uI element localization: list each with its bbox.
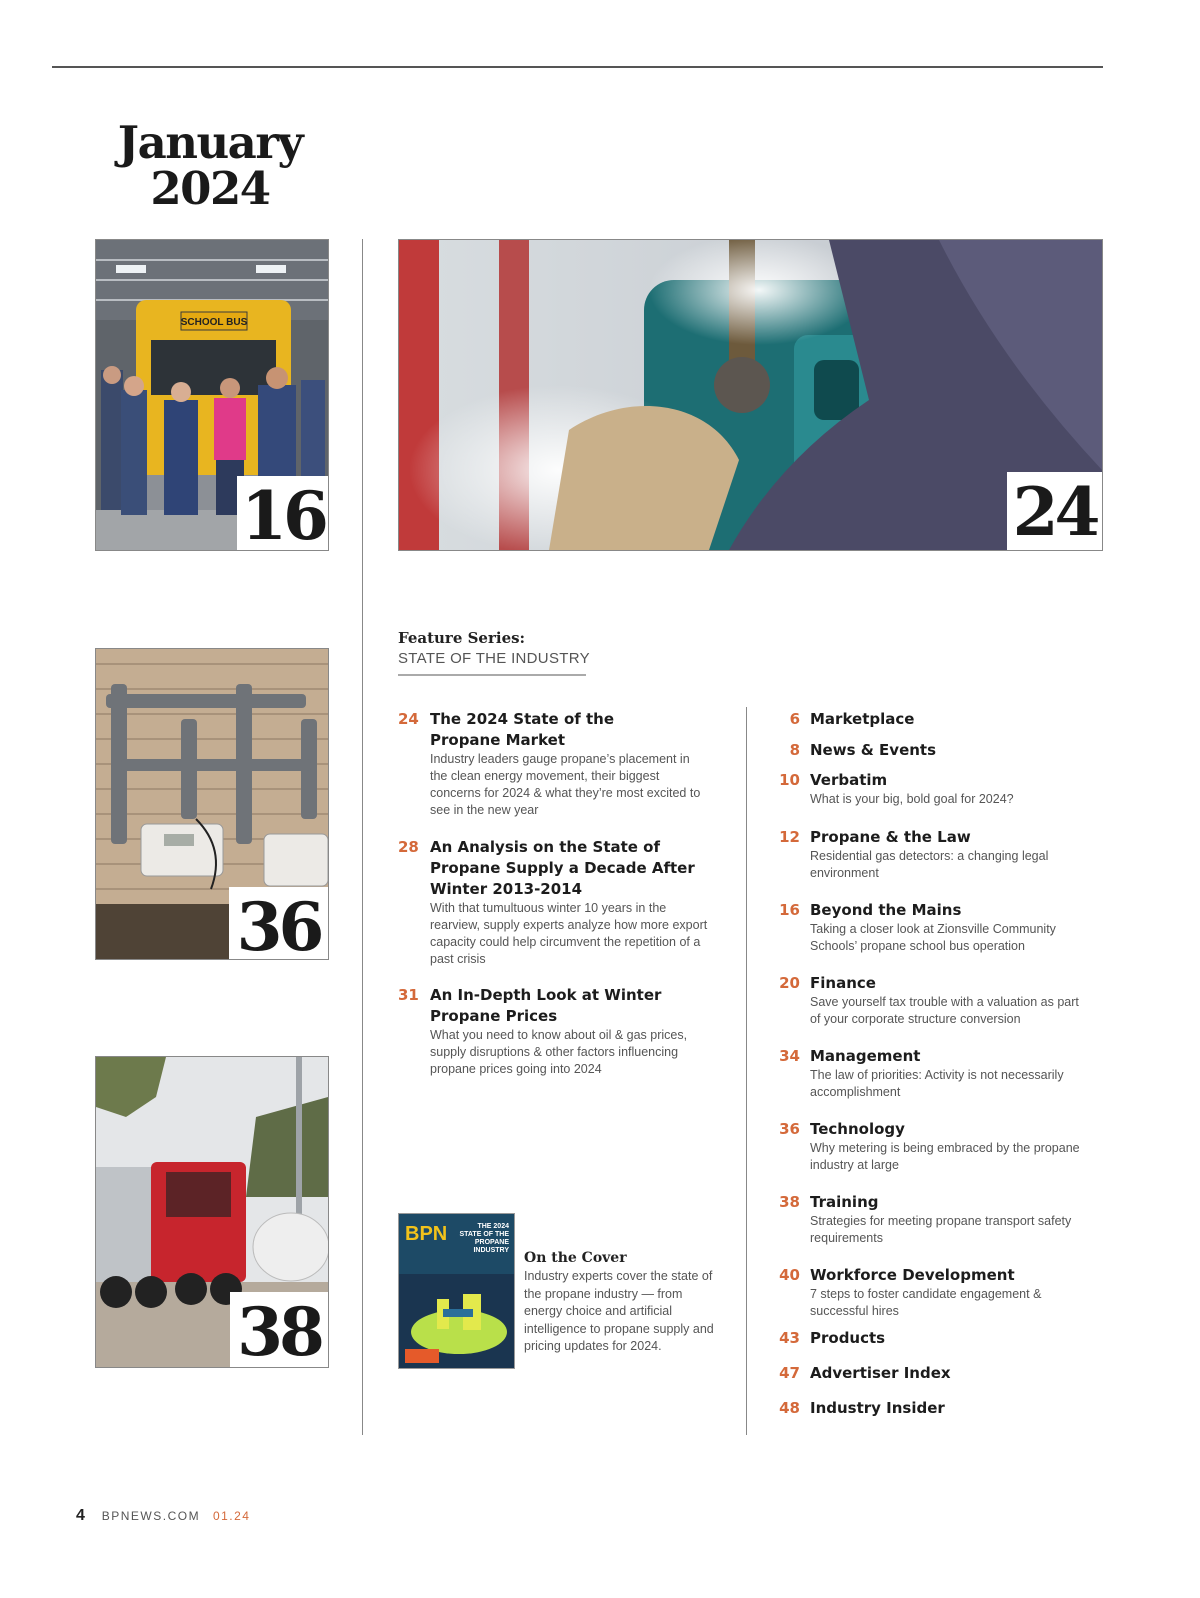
department-entry-finance[interactable] <box>778 973 1088 1028</box>
department-entry-industry-insider[interactable] <box>778 1398 1088 1419</box>
department-description: Save yourself tax trouble with a valuation as part of your corporate structure conversion <box>810 995 1079 1026</box>
feature-title-line: Propane Market <box>430 731 565 749</box>
photo-meters[interactable] <box>95 648 329 960</box>
department-page-number: 40 <box>779 1266 800 1284</box>
department-title: Workforce Development <box>810 1266 1015 1284</box>
department-entry-training[interactable] <box>778 1192 1088 1247</box>
department-title: Finance <box>810 974 876 992</box>
footer-site[interactable]: BPNEWS.COM <box>101 1509 201 1523</box>
department-title: Products <box>810 1329 886 1347</box>
cylinder-image <box>399 240 1102 550</box>
cover-headline-line: PROPANE <box>474 1239 509 1246</box>
department-description: Why metering is being embraced by the propane industry at large <box>810 1141 1080 1172</box>
left-column-divider <box>362 239 363 1435</box>
department-entry-marketplace[interactable] <box>778 709 1088 730</box>
department-page-number: 10 <box>779 771 800 789</box>
department-entry-news-events[interactable] <box>778 740 1088 761</box>
footer-page-number: 4 <box>76 1507 85 1524</box>
page-badge-16: 16 <box>237 476 329 551</box>
photo-school-bus[interactable] <box>95 239 329 551</box>
feature-title-line: The 2024 State of the <box>430 710 615 728</box>
cover-thumbnail[interactable] <box>398 1213 515 1369</box>
feature-title <box>430 985 708 1027</box>
feature-page-number: 31 <box>398 986 419 1004</box>
feature-page-number: 28 <box>398 838 419 856</box>
department-entry-workforce[interactable] <box>778 1265 1088 1320</box>
feature-entry-24[interactable] <box>398 709 708 819</box>
department-title: Marketplace <box>810 710 915 728</box>
feature-entry-28[interactable] <box>398 837 708 968</box>
department-entry-advertiser-index[interactable] <box>778 1363 1088 1384</box>
feature-title <box>430 837 708 900</box>
issue-year: 2024 <box>150 162 270 215</box>
page-badge-36: 36 <box>229 887 328 959</box>
department-page-number: 43 <box>779 1329 800 1347</box>
feature-description: With that tumultuous winter 10 years in the rearview, supply experts analyze how more export capacity could help circumvent the repetition of a past crisis <box>430 901 708 966</box>
department-description: Strategies for meeting propane transport safety requirements <box>810 1214 1072 1245</box>
department-entry-beyond-mains[interactable] <box>778 900 1088 955</box>
cover-logo: BPN <box>405 1223 448 1245</box>
department-page-number: 12 <box>779 828 800 846</box>
feature-title-line: Winter 2013-2014 <box>430 880 583 898</box>
bus-sign: SCHOOL BUS <box>180 317 248 328</box>
feature-description: What you need to know about oil & gas prices, supply disruptions & other factors influencing propane prices going into 2024 <box>430 1028 688 1076</box>
on-the-cover-description: Industry experts cover the state of the propane industry — from energy choice and artificial intelligence to propane supply and pricing updates for 2024. <box>524 1269 714 1353</box>
feature-entry-31[interactable] <box>398 985 708 1078</box>
department-page-number: 34 <box>779 1047 800 1065</box>
department-title: Beyond the Mains <box>810 901 962 919</box>
department-title: Advertiser Index <box>810 1364 951 1382</box>
department-title: Verbatim <box>810 771 888 789</box>
on-the-cover-heading: On the Cover <box>524 1250 627 1266</box>
page-badge-38: 38 <box>230 1292 328 1367</box>
department-entry-products[interactable] <box>778 1328 1088 1349</box>
photo-propane-truck[interactable] <box>95 1056 329 1368</box>
department-entry-technology[interactable] <box>778 1119 1088 1174</box>
cover-headline-line: THE 2024 <box>477 1223 509 1230</box>
department-description: The law of priorities: Activity is not necessarily accomplishment <box>810 1068 1064 1099</box>
feature-title <box>430 709 708 751</box>
department-title: News & Events <box>810 741 937 759</box>
feature-series-name: STATE OF THE INDUSTRY <box>398 650 590 667</box>
department-entry-propane-law[interactable] <box>778 827 1088 882</box>
issue-title <box>52 116 368 215</box>
cover-headline-line: INDUSTRY <box>473 1247 509 1254</box>
feature-series-label: Feature Series: <box>398 629 526 647</box>
department-title: Management <box>810 1047 921 1065</box>
feature-title-line: Propane Supply a Decade After <box>430 859 695 877</box>
department-page-number: 6 <box>789 710 800 728</box>
department-title: Training <box>810 1193 879 1211</box>
department-entry-verbatim[interactable] <box>778 770 1088 808</box>
department-page-number: 47 <box>779 1364 800 1382</box>
page-footer <box>76 1507 250 1525</box>
department-page-number: 36 <box>779 1120 800 1138</box>
department-title: Technology <box>810 1120 905 1138</box>
footer-issue-date: 01.24 <box>212 1509 251 1523</box>
feature-series-underline <box>398 674 586 676</box>
department-description: Residential gas detectors: a changing legal environment <box>810 849 1049 880</box>
department-description: Taking a closer look at Zionsville Community Schools’ propane school bus operation <box>810 922 1056 953</box>
feature-title-line: An In-Depth Look at Winter <box>430 986 662 1004</box>
top-rule <box>52 66 1103 68</box>
feature-title-line: An Analysis on the State of <box>430 838 661 856</box>
right-column-divider <box>746 707 747 1435</box>
issue-month: January <box>117 116 303 169</box>
department-description: What is your big, bold goal for 2024? <box>810 792 1014 806</box>
feature-description: Industry leaders gauge propane’s placement in the clean energy movement, their biggest concerns for 2024 & what they’re most excited to see in the new year <box>430 752 701 817</box>
department-page-number: 48 <box>779 1399 800 1417</box>
department-description: 7 steps to foster candidate engagement & successful hires <box>810 1287 1042 1318</box>
department-title: Propane & the Law <box>810 828 971 846</box>
photo-cylinder-filling[interactable] <box>398 239 1103 551</box>
department-page-number: 20 <box>779 974 800 992</box>
cover-image <box>399 1214 514 1368</box>
department-page-number: 38 <box>779 1193 800 1211</box>
feature-title-line: Propane Prices <box>430 1007 558 1025</box>
department-page-number: 16 <box>779 901 800 919</box>
department-page-number: 8 <box>789 741 800 759</box>
department-entry-management[interactable] <box>778 1046 1088 1101</box>
department-title: Industry Insider <box>810 1399 945 1417</box>
cover-headline-line: STATE OF THE <box>459 1231 509 1238</box>
page-badge-24: 24 <box>1007 472 1102 550</box>
feature-page-number: 24 <box>398 710 419 728</box>
